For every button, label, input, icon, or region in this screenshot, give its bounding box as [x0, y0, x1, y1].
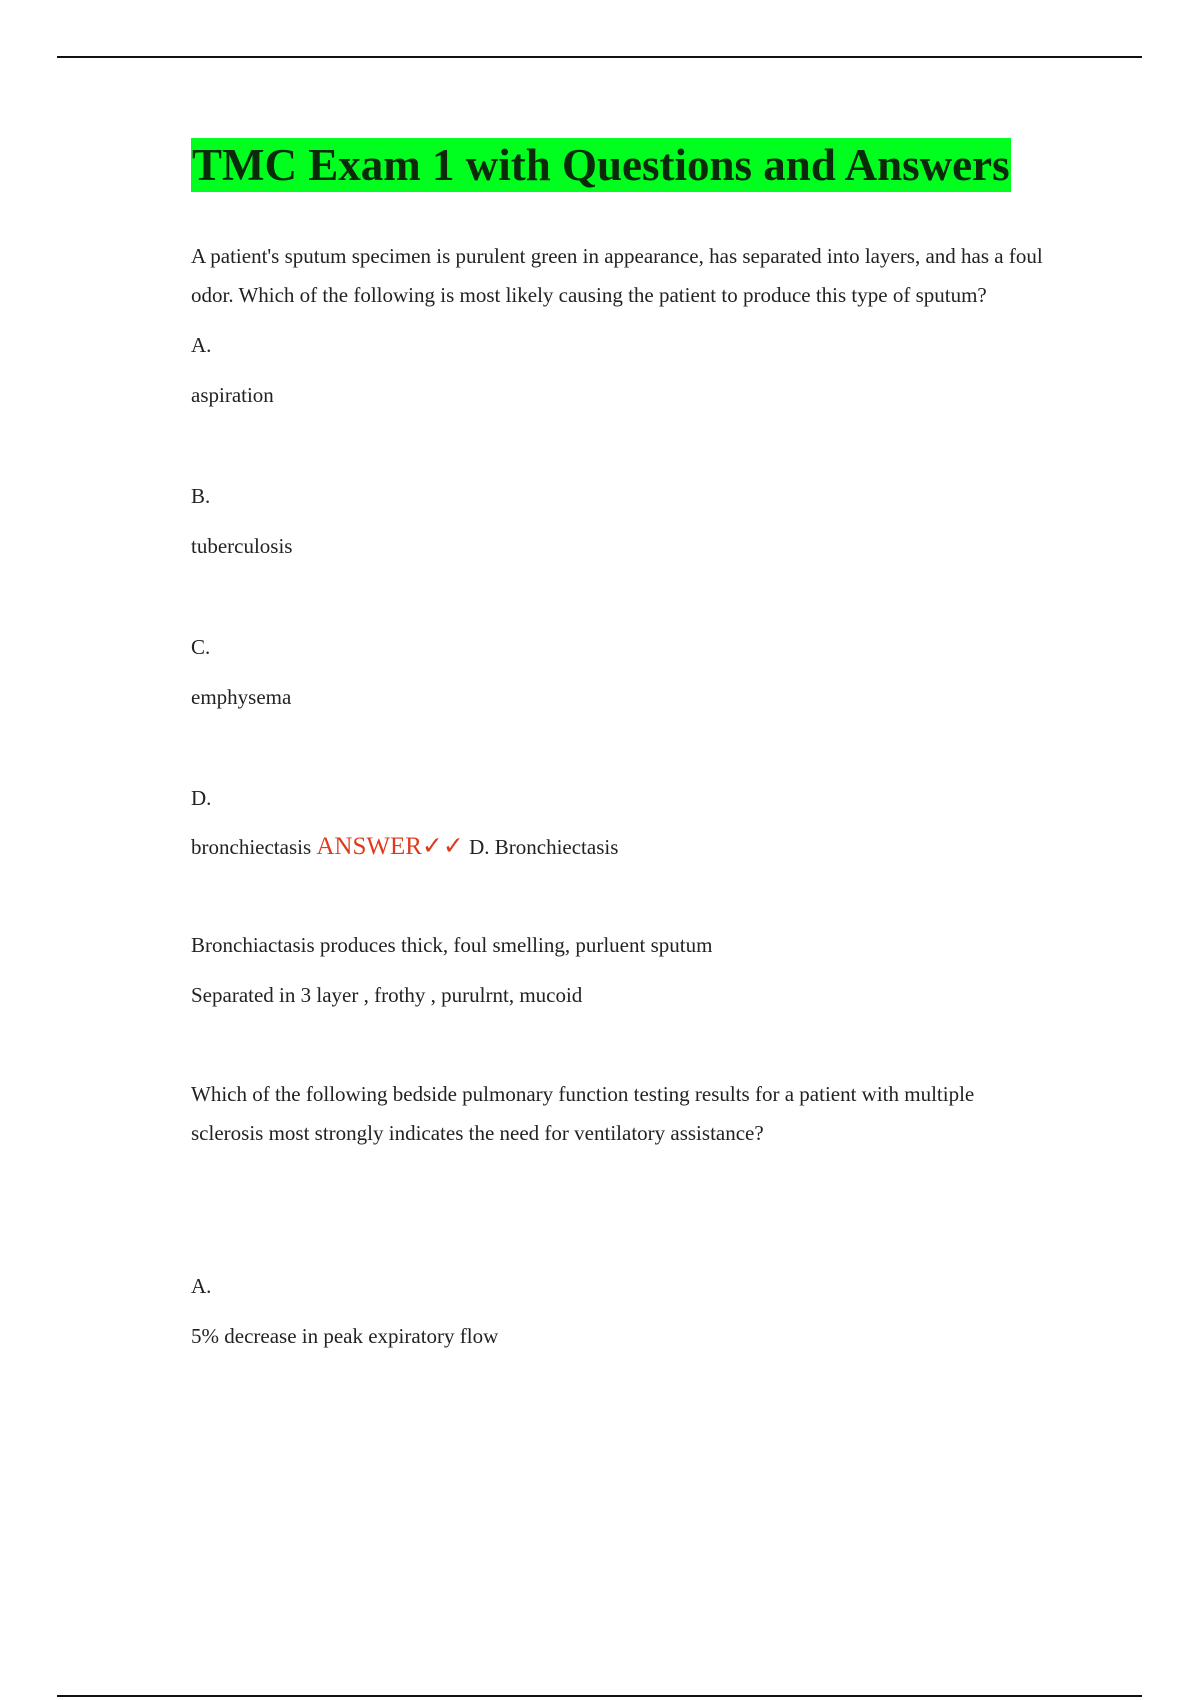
answer-text: D. Bronchiectasis: [469, 835, 619, 859]
q1-option-c-letter: C.: [191, 635, 211, 659]
q1-option-b-text: tuberculosis: [191, 534, 293, 558]
q1-explanation-line-2: Separated in 3 layer , frothy , purulrnt, mucoid: [191, 983, 583, 1007]
q1-option-a-text: aspiration: [191, 383, 274, 407]
top-rule: [57, 56, 1142, 58]
q1-option-b-letter: B.: [191, 484, 211, 508]
q1-option-a-letter: A.: [191, 333, 212, 357]
document-title: TMC Exam 1 with Questions and Answers: [192, 140, 1010, 190]
answer-label: ANSWER✓✓: [316, 833, 464, 860]
q1-option-d-text: bronchiectasis: [191, 835, 312, 859]
q1-option-c-text: emphysema: [191, 685, 292, 709]
q2-option-a-letter: A.: [191, 1274, 212, 1298]
document-title-heading: [191, 138, 1051, 192]
bottom-rule: [57, 1695, 1142, 1697]
q2-option-a-text: 5% decrease in peak expiratory flow: [191, 1324, 499, 1348]
q1-option-d-letter: D.: [191, 786, 212, 810]
question-2-text: Which of the following bedside pulmonary function testing results for a patient with multiple sclerosis most strongly indicates the need for ventilatory assistance?: [191, 1082, 975, 1145]
document-body: [191, 138, 1051, 1356]
q1-option-d-answer-line: [191, 827, 1051, 867]
question-1-text: A patient's sputum specimen is purulent green in appearance, has separated into layers, and has a foul odor. Which of the following is most likely causing the patient to produce this type of sputum?: [191, 244, 1043, 307]
q1-explanation-line-1: Bronchiactasis produces thick, foul smelling, purluent sputum: [191, 933, 713, 957]
